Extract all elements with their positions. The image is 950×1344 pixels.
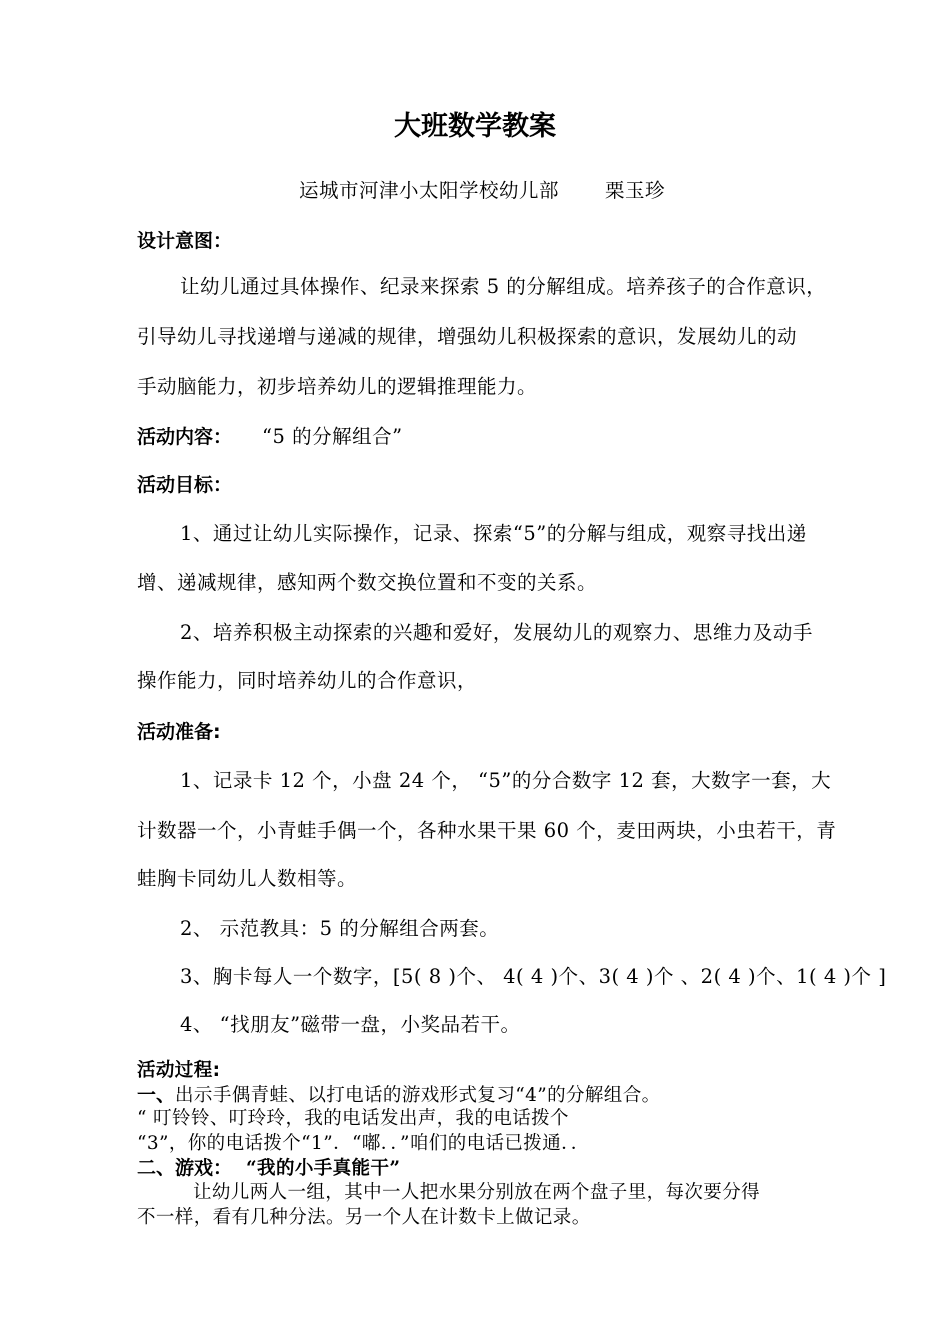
activity-process-heading: 活动过程: xyxy=(137,1060,221,1081)
preparation-line: 2、 示范教具：5 的分解组合两套。 xyxy=(180,917,500,940)
process-step-2-line: 让幼儿两人一组，其中一人把水果分别放在两个盘子里，每次要分得 xyxy=(193,1182,761,1203)
activity-goal-line: 1、通过让幼儿实际操作，记录、探索“5”的分解与组成，观察寻找出递 xyxy=(180,522,807,545)
phone-rhyme-line: “3”，你的电话拨个“1”．“嘟．．”咱们的电话已拨通．． xyxy=(137,1133,590,1154)
preparation-line: 1、记录卡 12 个，小盘 24 个， “5”的分合数字 12 套，大数字一套，大 xyxy=(180,769,832,792)
activity-goal-line: 操作能力，同时培养幼儿的合作意识， xyxy=(137,669,478,692)
preparation-line: 3、胸卡每人一个数字，[5( 8 )个、 4( 4 )个、3( 4 )个 、2( 4 )个、1( 4 )个 ] xyxy=(180,965,887,988)
preparation-line: 计数器一个，小青蛙手偶一个，各种水果干果 60 个，麦田两块，小虫若干，青 xyxy=(137,819,837,842)
process-step-1-text: 出示手偶青蛙、以打电话的游戏形式复习“4”的分解组合。 xyxy=(175,1085,661,1106)
activity-content-line xyxy=(137,424,403,450)
document-title: 大班数学教案 xyxy=(394,111,556,142)
activity-preparation-heading: 活动准备: xyxy=(137,721,221,743)
activity-content-heading: 活动内容： xyxy=(137,426,233,448)
process-step-2-label: 二、游戏： xyxy=(137,1157,233,1179)
author-organization: 运城市河津小太阳学校幼儿部 xyxy=(299,179,560,202)
process-step-2-title: “我的小手真能干” xyxy=(246,1158,401,1179)
activity-goals-heading: 活动目标： xyxy=(137,474,233,496)
design-intent-line: 手动脑能力，初步培养幼儿的逻辑推理能力。 xyxy=(137,375,538,398)
design-intent-heading: 设计意图： xyxy=(137,230,233,252)
design-intent-line: 引导幼儿寻找递增与递减的规律，增强幼儿积极探索的意识，发展幼儿的动 xyxy=(137,325,798,348)
preparation-line: 蛙胸卡同幼儿人数相等。 xyxy=(137,867,358,890)
process-step-1-label: 一、 xyxy=(137,1084,176,1106)
activity-content-value: “5 的分解组合” xyxy=(262,425,403,448)
author-name: 栗玉珍 xyxy=(605,179,666,202)
activity-goal-line: 2、培养积极主动探索的兴趣和爱好，发展幼儿的观察力、思维力及动手 xyxy=(180,621,813,644)
activity-goal-line: 增、递减规律，感知两个数交换位置和不变的关系。 xyxy=(137,571,598,594)
process-step-2-line: 不一样，看有几种分法。另一个人在计数卡上做记录。 xyxy=(137,1207,591,1228)
process-step-2 xyxy=(137,1157,400,1180)
preparation-line: 4、 “找朋友”磁带一盘，小奖品若干。 xyxy=(180,1013,521,1036)
process-step-1 xyxy=(137,1084,661,1107)
design-intent-line: 让幼儿通过具体操作、纪录来探索 5 的分解组成。培养孩子的合作意识， xyxy=(180,275,827,298)
phone-rhyme-line: “ 叮铃铃、叮玲玲，我的电话发出声，我的电话拨个 xyxy=(137,1108,569,1129)
author-line xyxy=(299,178,665,204)
